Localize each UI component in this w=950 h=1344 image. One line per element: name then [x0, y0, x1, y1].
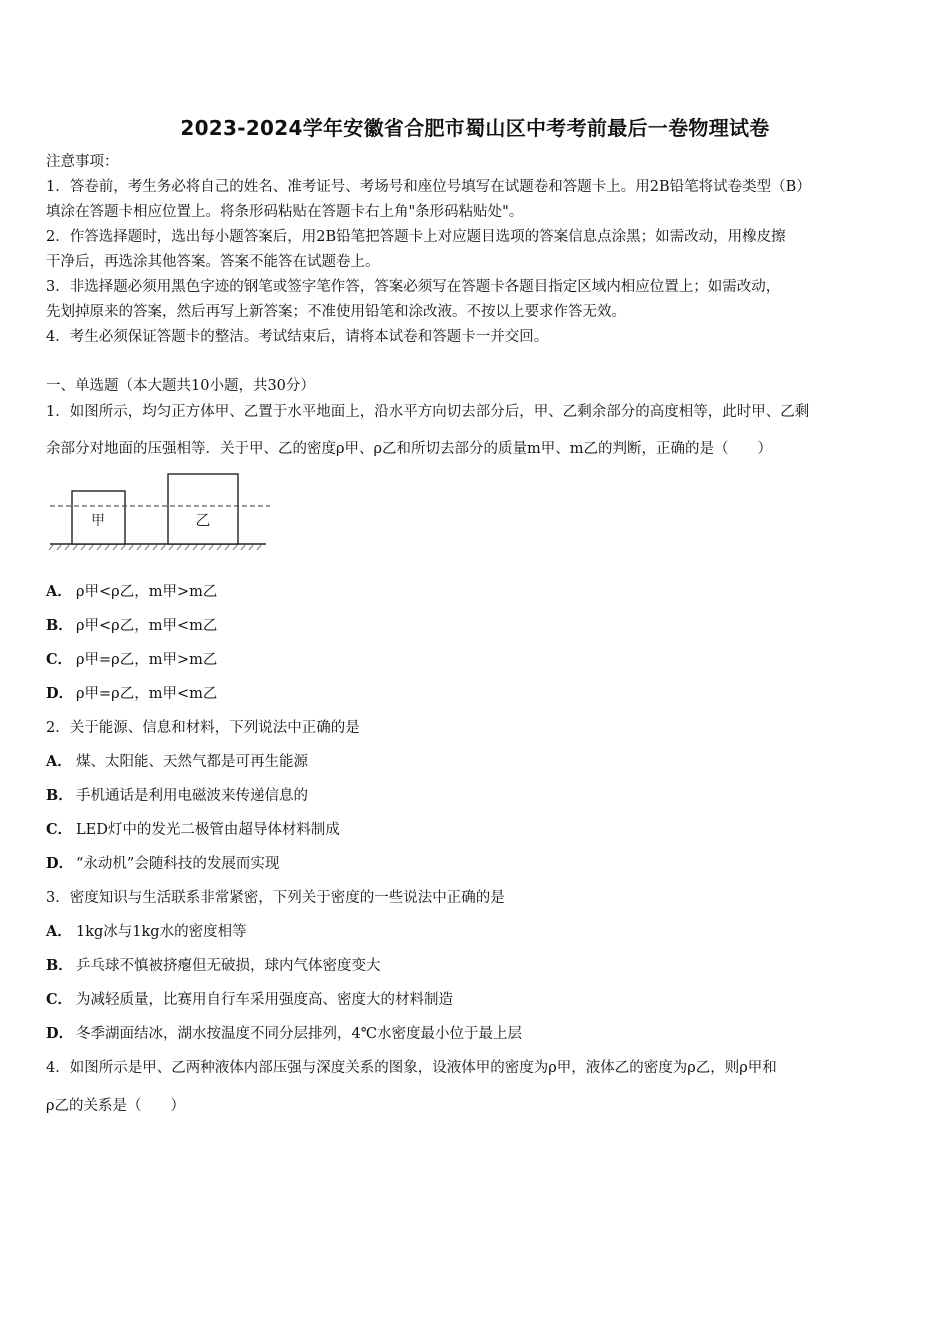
option-c[interactable]	[46, 990, 453, 1010]
option-label: C．	[46, 651, 73, 668]
option-a[interactable]	[46, 752, 308, 772]
question-3-stem: 3．密度知识与生活联系非常紧密，下列关于密度的一些说法中正确的是	[46, 890, 505, 906]
option-label: A．	[46, 583, 72, 600]
option-text: ρ甲<ρ乙，m甲>m乙	[76, 584, 218, 600]
ground	[49, 544, 266, 550]
option-label: A．	[46, 923, 72, 940]
notice-line: 3．非选择题必须用黑色字迹的钢笔或签字笔作答，答案必须写在答题卡各题目指定区域内相应位置上；如需改动，	[46, 279, 781, 295]
cube-a-label: 甲	[91, 513, 105, 529]
notice-line: 先划掉原来的答案，然后再写上新答案；不准使用铅笔和涂改液。不按以上要求作答无效。	[46, 304, 626, 320]
notice-heading: 注意事项：	[46, 154, 119, 170]
option-d[interactable]	[46, 684, 217, 704]
question-1-stem: 1．如图所示，均匀正方体甲、乙置于水平地面上，沿水平方向切去部分后，甲、乙剩余部分的高度相等，此时甲、乙剩	[46, 404, 810, 420]
option-text: ρ甲=ρ乙，m甲<m乙	[76, 686, 218, 702]
option-label: C．	[46, 821, 73, 838]
option-text: 1kg冰与1kg水的密度相等	[76, 924, 247, 940]
option-text: 乒乓球不慎被挤瘪但无破损，球内气体密度变大	[76, 958, 381, 974]
option-d[interactable]	[46, 1024, 522, 1044]
option-text: ρ甲=ρ乙，m甲>m乙	[76, 652, 218, 668]
notice-line: 2．作答选择题时，选出每小题答案后，用2B铅笔把答题卡上对应题目选项的答案信息点涂黑；如需改动，用橡皮擦	[46, 229, 786, 245]
option-label: C．	[46, 991, 73, 1008]
option-c[interactable]	[46, 820, 340, 840]
notice-line: 1．答卷前，考生务必将自己的姓名、准考证号、考场号和座位号填写在试题卷和答题卡上。用2B铅笔将试卷类型（B）	[46, 179, 811, 195]
question-2-stem: 2．关于能源、信息和材料，下列说法中正确的是	[46, 720, 360, 736]
option-b[interactable]	[46, 616, 217, 636]
option-text: 为减轻质量，比赛用自行车采用强度高、密度大的材料制造	[76, 992, 453, 1008]
option-b[interactable]	[46, 956, 381, 976]
question-1-stem-cont: 余部分对地面的压强相等．关于甲、乙的密度ρ甲、ρ乙和所切去部分的质量m甲、m乙的判断，正确的是（ ）	[46, 441, 773, 457]
option-d[interactable]	[46, 854, 279, 874]
question-4-stem-cont: ρ乙的关系是（ ）	[46, 1098, 186, 1114]
exam-title: 2023-2024学年安徽省合肥市蜀山区中考考前最后一卷物理试卷	[180, 116, 770, 140]
section-heading: 一、单选题（本大题共10小题，共30分）	[46, 378, 315, 394]
question-4-stem: 4．如图所示是甲、乙两种液体内部压强与深度关系的图象，设液体甲的密度为ρ甲，液体乙的密度为ρ乙，则ρ甲和	[46, 1060, 777, 1076]
option-text: 手机通话是利用电磁波来传递信息的	[76, 788, 308, 804]
cube-b-label: 乙	[195, 511, 211, 529]
option-label: B．	[46, 957, 73, 974]
option-label: D．	[46, 1025, 74, 1042]
option-a[interactable]	[46, 922, 247, 942]
notice-line: 干净后，再选涂其他答案。答案不能答在试题卷上。	[46, 254, 380, 270]
notice-line: 填涂在答题卡相应位置上。将条形码粘贴在答题卡右上角"条形码粘贴处"。	[46, 204, 524, 220]
option-label: B．	[46, 617, 73, 634]
option-a[interactable]	[46, 582, 217, 602]
option-text: LED灯中的发光二极管由超导体材料制成	[76, 822, 340, 838]
option-text: 煤、太阳能、天然气都是可再生能源	[76, 754, 308, 770]
option-label: A．	[46, 753, 72, 770]
option-label: D．	[46, 685, 74, 702]
option-text: ρ甲<ρ乙，m甲<m乙	[76, 618, 218, 634]
option-label: B．	[46, 787, 73, 804]
cube-b	[168, 474, 238, 544]
cubes-figure	[44, 468, 274, 558]
option-b[interactable]	[46, 786, 308, 806]
option-c[interactable]	[46, 650, 217, 670]
option-text: “永动机”会随科技的发展而实现	[76, 856, 280, 872]
notice-line: 4．考生必须保证答题卡的整洁。考试结束后，请将本试卷和答题卡一并交回。	[46, 329, 549, 345]
option-text: 冬季湖面结冰，湖水按温度不同分层排列，4℃水密度最小位于最上层	[76, 1026, 522, 1042]
option-label: D．	[46, 855, 74, 872]
